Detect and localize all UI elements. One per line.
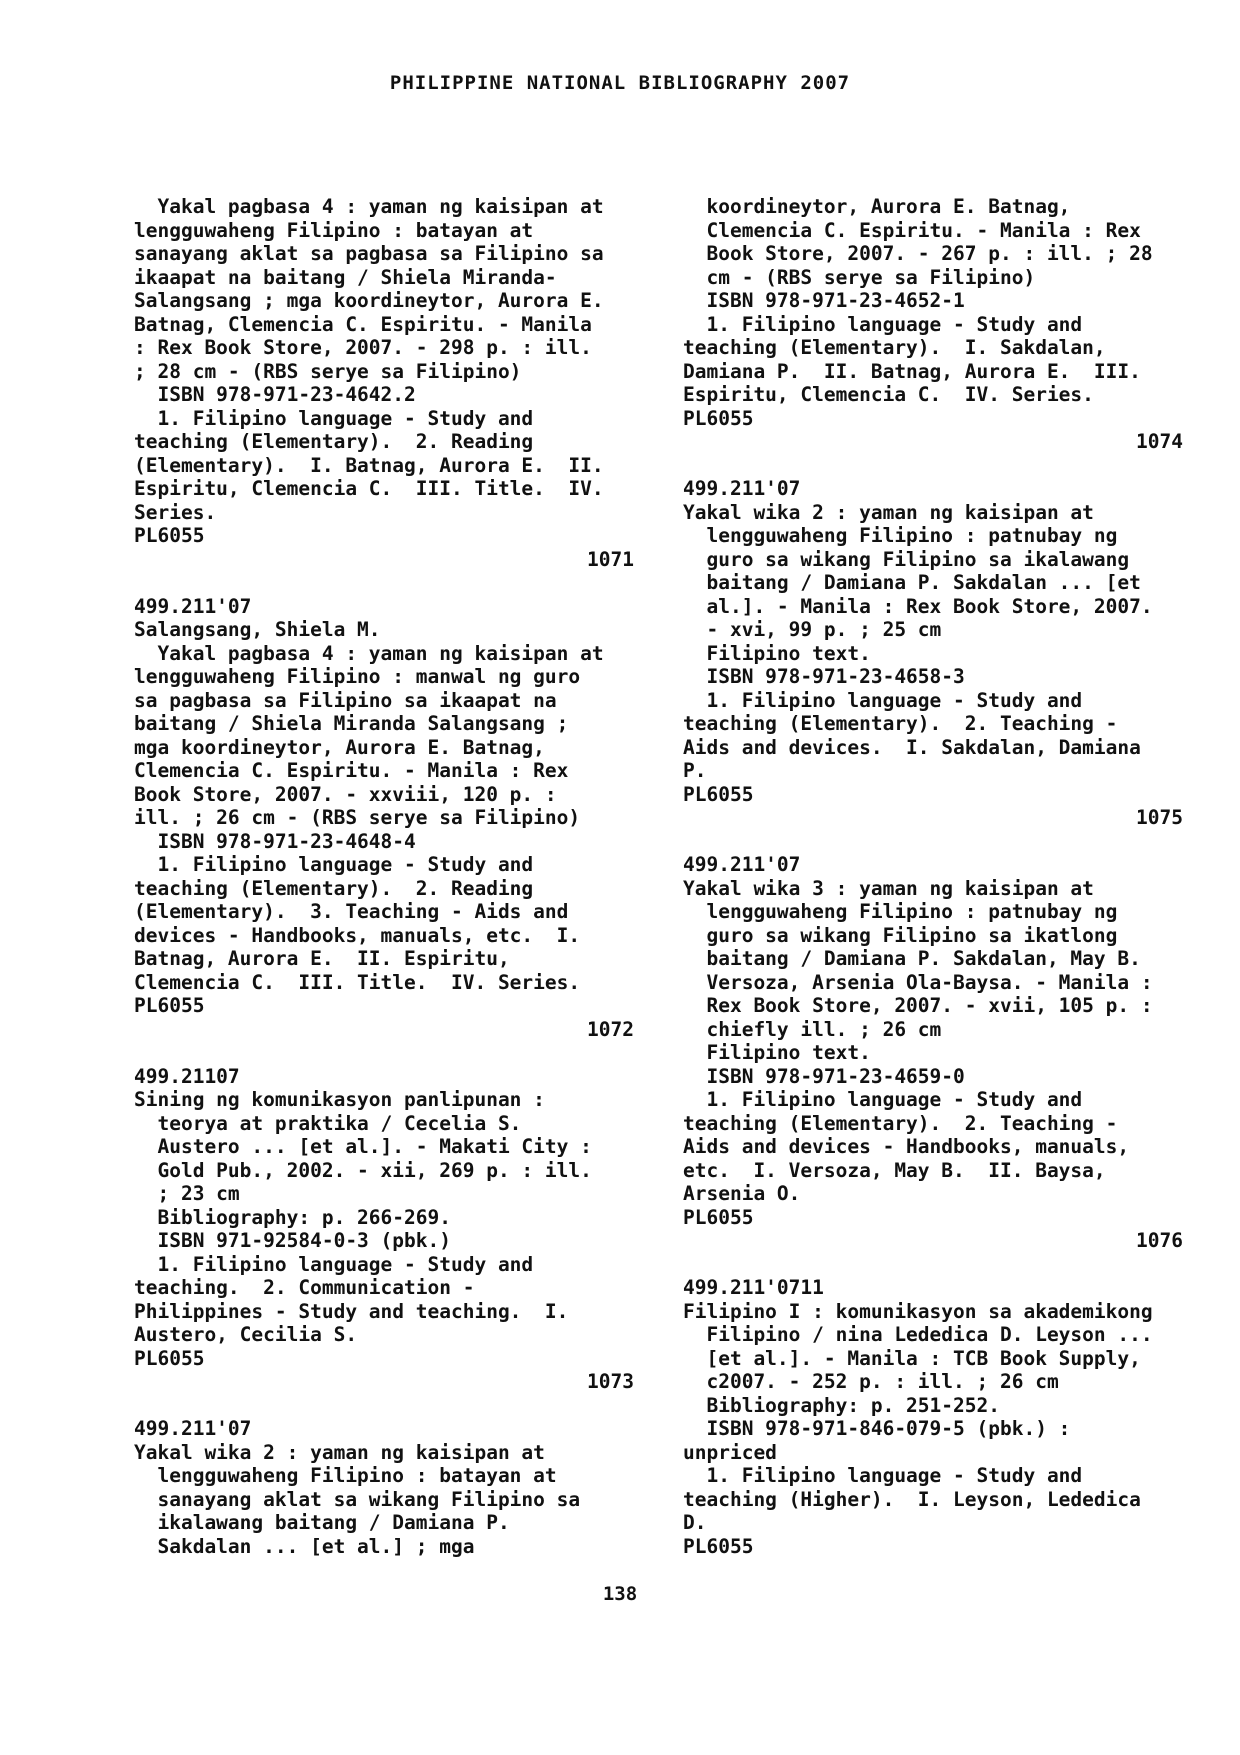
text-line: Espiritu, Clemencia C. III. Title. IV. <box>134 477 604 500</box>
text-line: Bibliography: p. 251-252. <box>683 1393 1000 1417</box>
text-line: baitang / Damiana P. Sakdalan, May B. <box>683 947 1141 970</box>
text-line: Filipino text. <box>683 641 871 665</box>
text-line: 1. Filipino language - Study and <box>134 853 534 876</box>
text-line: mga koordineytor, Aurora E. Batnag, <box>134 735 545 759</box>
text-line: ISBN 978-971-23-4652-1 <box>683 289 965 312</box>
text-line: ISBN 978-971-23-4658-3 <box>683 665 965 688</box>
text-line: ISBN 971-92584-0-3 (pbk.) <box>134 1229 451 1252</box>
text-line: Yakal wika 2 : yaman ng kaisipan at <box>134 1440 545 1464</box>
text-line: teaching (Higher). I. Leyson, Lededica <box>683 1487 1141 1511</box>
text-line: Aids and devices. I. Sakdalan, Damiana <box>683 735 1141 759</box>
text-line: 499.211'0711 <box>683 1276 824 1299</box>
text-line: lengguwaheng Filipino : batayan at <box>134 1464 557 1487</box>
text-line: Espiritu, Clemencia C. IV. Series. <box>683 383 1094 406</box>
text-line: 499.211'07 <box>134 594 252 618</box>
text-line: 499.211'07 <box>683 477 801 500</box>
text-line: teaching (Elementary). I. Sakdalan, <box>683 336 1106 359</box>
text-line: 1. Filipino language - Study and <box>683 1464 1083 1487</box>
blank-line <box>683 1253 1183 1277</box>
text-line: Filipino text. <box>683 1041 871 1064</box>
text-line: Arsenia O. <box>683 1182 801 1205</box>
text-line: Damiana P. II. Batnag, Aurora E. III. <box>683 359 1141 383</box>
text-line: guro sa wikang Filipino sa ikalawang <box>683 547 1130 571</box>
text-line: 499.211'07 <box>134 1417 252 1440</box>
text-line: Book Store, 2007. - xxviii, 120 p. : <box>134 782 557 806</box>
text-line: ill. ; 26 cm - (RBS serye sa Filipino) <box>134 806 581 829</box>
text-line: Austero, Cecilia S. <box>134 1323 358 1346</box>
page-number: 138 <box>602 1583 638 1605</box>
text-line: PL6055 <box>134 524 205 547</box>
text-line: Clemencia C. Espiritu. - Manila : Rex <box>134 759 569 782</box>
text-line: P. <box>683 759 707 782</box>
text-line: chiefly ill. ; 26 cm <box>683 1017 942 1041</box>
text-line: - xvi, 99 p. ; 25 cm <box>683 618 942 641</box>
text-line: Rex Book Store, 2007. - xvii, 105 p. : <box>683 994 1153 1017</box>
text-line: Clemencia C. Espiritu. - Manila : Rex <box>683 218 1141 242</box>
text-line: PL6055 <box>134 994 205 1017</box>
text-line: Austero ... [et al.]. - Makati City : <box>134 1135 592 1158</box>
text-line: Yakal pagbasa 4 : yaman ng kaisipan at <box>134 641 604 665</box>
text-line: PL6055 <box>683 782 754 806</box>
text-line: devices - Handbooks, manuals, etc. I. <box>134 923 581 947</box>
text-line: 1. Filipino language - Study and <box>683 1088 1083 1111</box>
text-line: Yakal pagbasa 4 : yaman ng kaisipan at <box>134 195 604 218</box>
entry-number: 1074 <box>1136 430 1183 453</box>
left-column <box>134 195 634 1558</box>
text-line: PL6055 <box>683 1534 754 1558</box>
text-line: Sining ng komunikasyon panlipunan : <box>134 1088 545 1111</box>
text-line: sa pagbasa sa Filipino sa ikaapat na <box>134 688 557 712</box>
text-line: c2007. - 252 p. : ill. ; 26 cm <box>683 1370 1059 1393</box>
text-line: Filipino I : komunikasyon sa akademikong <box>683 1299 1153 1323</box>
text-line: : Rex Book Store, 2007. - 298 p. : ill. <box>134 336 592 359</box>
text-line: ikaapat na baitang / Shiela Miranda- <box>134 265 557 289</box>
text-line: guro sa wikang Filipino sa ikatlong <box>683 923 1118 947</box>
text-line: baitang / Damiana P. Sakdalan ... [et <box>683 571 1141 594</box>
right-column <box>683 195 1183 1558</box>
text-line: sanayang aklat sa pagbasa sa Filipino sa <box>134 242 604 265</box>
text-line: Series. <box>134 500 217 524</box>
entry-number: 1075 <box>1136 806 1183 829</box>
entry-number: 1076 <box>1136 1229 1183 1252</box>
page-header: PHILIPPINE NATIONAL BIBLIOGRAPHY 2007 <box>389 72 851 94</box>
text-line: baitang / Shiela Miranda Salangsang ; <box>134 712 569 735</box>
text-line: Philippines - Study and teaching. I. <box>134 1299 569 1323</box>
text-line: teaching (Elementary). 2. Reading <box>134 430 534 453</box>
text-line: cm - (RBS serye sa Filipino) <box>683 265 1036 289</box>
text-line: teaching. 2. Communication - <box>134 1276 475 1299</box>
text-line: ISBN 978-971-23-4642.2 <box>134 383 416 406</box>
text-line: 1. Filipino language - Study and <box>134 1252 534 1276</box>
text-line: 1. Filipino language - Study and <box>683 312 1083 336</box>
text-line: lengguwaheng Filipino : patnubay ng <box>683 524 1118 547</box>
text-line: Salangsang ; mga koordineytor, Aurora E. <box>134 289 604 312</box>
text-line: Gold Pub., 2002. - xii, 269 p. : ill. <box>134 1158 592 1182</box>
text-line: unpriced <box>683 1440 777 1464</box>
text-line: Sakdalan ... [et al.] ; mga <box>134 1534 475 1558</box>
text-line: Aids and devices - Handbooks, manuals, <box>683 1135 1130 1158</box>
text-line: teaching (Elementary). 2. Teaching - <box>683 712 1118 735</box>
text-line: PL6055 <box>683 1205 754 1229</box>
text-line: ISBN 978-971-23-4659-0 <box>683 1064 965 1088</box>
text-line: ISBN 978-971-23-4648-4 <box>134 829 416 853</box>
entry-number: 1072 <box>587 1017 634 1041</box>
text-line: Batnag, Aurora E. II. Espiritu, <box>134 947 510 970</box>
blank-line <box>134 1041 634 1065</box>
text-line: Salangsang, Shiela M. <box>134 618 381 641</box>
blank-line <box>683 454 1183 478</box>
text-line: lengguwaheng Filipino : manwal ng guro <box>134 665 581 688</box>
text-line: lengguwaheng Filipino : patnubay ng <box>683 900 1118 923</box>
blank-line <box>683 830 1183 854</box>
text-line: teaching (Elementary). 2. Reading <box>134 876 534 900</box>
text-line: etc. I. Versoza, May B. II. Baysa, <box>683 1158 1106 1182</box>
text-line: Yakal wika 3 : yaman ng kaisipan at <box>683 876 1094 900</box>
text-line: Bibliography: p. 266-269. <box>134 1205 451 1229</box>
text-line: ; 23 cm <box>134 1182 240 1205</box>
text-line: Batnag, Clemencia C. Espiritu. - Manila <box>134 312 592 336</box>
text-line: PL6055 <box>683 406 754 430</box>
blank-line <box>134 571 634 595</box>
text-line: lengguwaheng Filipino : batayan at <box>134 218 534 242</box>
text-line: teaching (Elementary). 2. Teaching - <box>683 1111 1118 1135</box>
text-line: ikalawang baitang / Damiana P. <box>134 1511 510 1534</box>
text-line: (Elementary). 3. Teaching - Aids and <box>134 900 569 923</box>
entry-number: 1073 <box>587 1370 634 1393</box>
text-line: 499.21107 <box>134 1064 240 1088</box>
text-line: 1. Filipino language - Study and <box>683 688 1083 712</box>
text-line: ; 28 cm - (RBS serye sa Filipino) <box>134 359 522 383</box>
text-line: 499.211'07 <box>683 853 801 876</box>
text-line: Book Store, 2007. - 267 p. : ill. ; 28 <box>683 242 1153 265</box>
text-line: koordineytor, Aurora E. Batnag, <box>683 195 1071 218</box>
text-line: 1. Filipino language - Study and <box>134 406 534 430</box>
text-line: Yakal wika 2 : yaman ng kaisipan at <box>683 500 1094 524</box>
text-line: PL6055 <box>134 1346 205 1370</box>
text-line: D. <box>683 1511 707 1534</box>
text-line: teorya at praktika / Cecelia S. <box>134 1111 522 1135</box>
text-line: sanayang aklat sa wikang Filipino sa <box>134 1487 581 1511</box>
text-line: (Elementary). I. Batnag, Aurora E. II. <box>134 453 604 477</box>
entry-number: 1071 <box>587 547 634 571</box>
text-line: [et al.]. - Manila : TCB Book Supply, <box>683 1346 1141 1370</box>
text-line: Versoza, Arsenia Ola-Baysa. - Manila : <box>683 970 1153 994</box>
text-line: Clemencia C. III. Title. IV. Series. <box>134 970 581 994</box>
text-line: al.]. - Manila : Rex Book Store, 2007. <box>683 594 1153 618</box>
text-line: ISBN 978-971-846-079-5 (pbk.) : <box>683 1417 1071 1440</box>
blank-line <box>134 1394 634 1418</box>
text-line: Filipino / nina Lededica D. Leyson ... <box>683 1323 1153 1346</box>
